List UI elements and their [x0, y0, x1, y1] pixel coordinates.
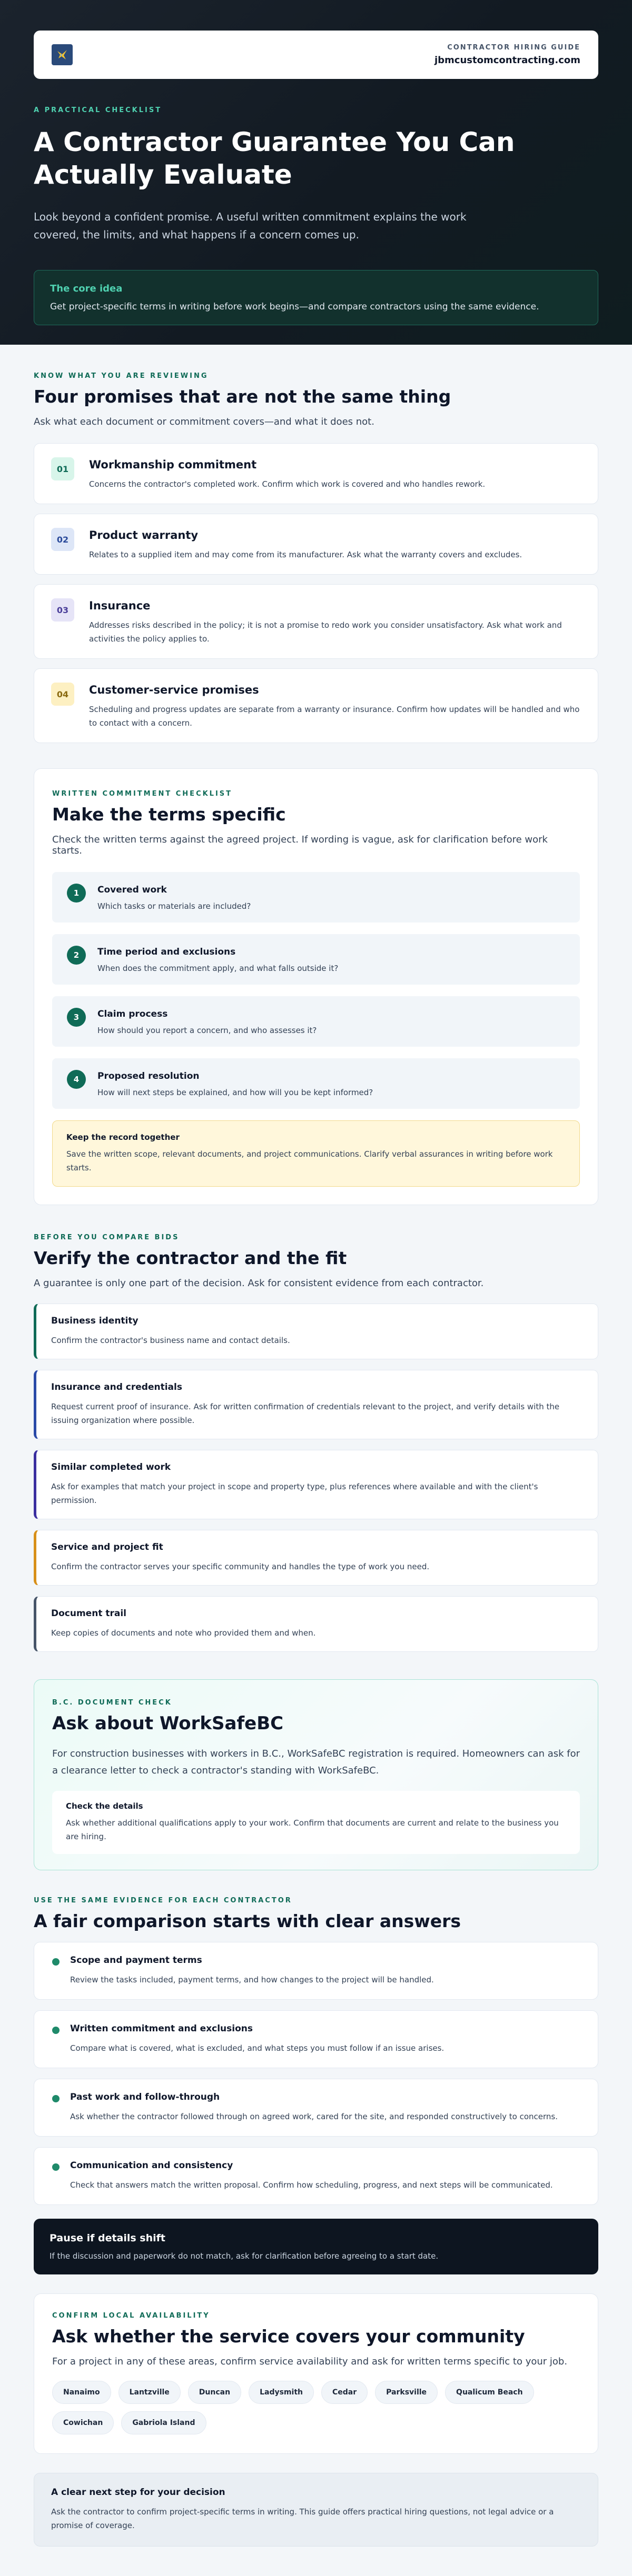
promise-title: Product warranty: [89, 529, 199, 542]
community-pill[interactable]: Ladysmith: [249, 2381, 314, 2404]
bullet-dot-icon: [52, 1958, 60, 1966]
step-title: Covered work: [97, 885, 167, 895]
community-title: Ask whether the service covers your community: [52, 2326, 525, 2347]
step-number: 3: [67, 1008, 86, 1027]
promise-card: [34, 584, 598, 659]
promise-text: Scheduling and progress updates are separate from a warranty or insurance. Confirm how updates will be handled and who to contact with a concern.: [89, 705, 580, 728]
bullet-dot-icon: [52, 2163, 60, 2171]
final-title: A clear next step for your decision: [51, 2487, 225, 2498]
verify-title: Document trail: [51, 1608, 126, 1619]
verify-card: [34, 1304, 598, 1359]
compare-title: Scope and payment terms: [70, 1955, 202, 1966]
pause-title: Pause if details shift: [50, 2232, 166, 2244]
promises-subtitle: Ask what each document or commitment covers—and what it does not.: [34, 416, 374, 427]
compare-text: Ask whether the contractor followed through on agreed work, cared for the site, and responded constructively to concerns.: [70, 2112, 558, 2121]
checklist-step: [52, 1058, 580, 1109]
compare-text: Review the tasks included, payment terms, and how changes to the project will be handled.: [70, 1975, 434, 1984]
worksafebc-title: Ask about WorkSafeBC: [52, 1713, 284, 1734]
promise-text: Relates to a supplied item and may come from its manufacturer. Ask what the warranty covers and excludes.: [89, 550, 522, 559]
bullet-dot-icon: [52, 2027, 60, 2034]
community-subtitle: For a project in any of these areas, confirm service availability and ask for written terms specific to your job.: [52, 2356, 568, 2367]
community-card: [34, 2293, 598, 2454]
compare-title: Written commitment and exclusions: [70, 2023, 253, 2034]
verify-text: Request current proof of insurance. Ask for written confirmation of credentials relevant to the project, and verify details with the issuing organization where possible.: [51, 1402, 560, 1425]
promises-section: [0, 345, 632, 743]
core-idea-box: [34, 270, 598, 325]
promise-number: 04: [51, 683, 74, 706]
checklist-step: [52, 996, 580, 1047]
step-number: 2: [67, 946, 86, 965]
promise-number: 01: [51, 457, 74, 480]
details-title: Check the details: [66, 1801, 143, 1811]
pause-callout: [34, 2219, 598, 2274]
promise-number: 02: [51, 528, 74, 551]
verify-title: Business identity: [51, 1316, 139, 1326]
worksafebc-details: [52, 1791, 580, 1854]
step-title: Proposed resolution: [97, 1071, 200, 1081]
verify-text: Confirm the contractor's business name and contact details.: [51, 1336, 290, 1345]
details-text: Ask whether additional qualifications apply to your work. Confirm that documents are current and relate to the business you are hiring.: [66, 1818, 559, 1841]
promise-number: 03: [51, 598, 74, 622]
hero-eyebrow: A PRACTICAL CHECKLIST: [34, 106, 162, 114]
bullet-dot-icon: [52, 2095, 60, 2102]
checklist-title: Make the terms specific: [52, 804, 286, 825]
record-text: Save the written scope, relevant documents, and project communications. Clarify verbal assurances in writing before work starts.: [66, 1149, 553, 1172]
verify-card: [34, 1596, 598, 1652]
hero-lead: Look beyond a confident promise. A useful written commitment explains the work covered, the limits, and what happens if a concern comes up.: [34, 211, 467, 241]
verify-eyebrow: BEFORE YOU COMPARE BIDS: [34, 1234, 180, 1241]
community-eyebrow: CONFIRM LOCAL AVAILABILITY: [52, 2312, 210, 2320]
community-pill[interactable]: Cedar: [321, 2381, 368, 2404]
compare-item: [34, 2010, 598, 2068]
promise-title: Workmanship commitment: [89, 458, 257, 471]
community-pill[interactable]: Nanaimo: [52, 2381, 111, 2404]
compare-item: [34, 1942, 598, 2000]
final-note: [34, 2473, 598, 2547]
guide-label: CONTRACTOR HIRING GUIDE: [447, 44, 580, 52]
verify-title: Verify the contractor and the fit: [34, 1248, 347, 1268]
promises-title: Four promises that are not the same thing: [34, 386, 451, 407]
verify-text: Ask for examples that match your project in scope and property type, plus references where available and with the client's permission.: [51, 1482, 538, 1505]
verify-card: [34, 1450, 598, 1519]
site-header: [34, 31, 598, 79]
compare-item: [34, 2079, 598, 2137]
bird-logo-icon[interactable]: [52, 44, 73, 65]
step-number: 4: [67, 1070, 86, 1089]
site-domain[interactable]: jbmcustomcontracting.com: [434, 55, 580, 66]
community-pill[interactable]: Gabriola Island: [121, 2411, 206, 2434]
compare-section: [0, 1870, 632, 2274]
compare-title: Communication and consistency: [70, 2160, 233, 2171]
verify-section: [0, 1205, 632, 1652]
compare-eyebrow: USE THE SAME EVIDENCE FOR EACH CONTRACTOR: [34, 1897, 292, 1905]
verify-title: Service and project fit: [51, 1542, 163, 1552]
compare-item: [34, 2147, 598, 2205]
step-text: How will next steps be explained, and how will you be kept informed?: [97, 1088, 373, 1097]
final-text: Ask the contractor to confirm project-specific terms in writing. This guide offers practical hiring questions, not legal advice or a promise of coverage.: [51, 2507, 554, 2530]
worksafebc-card: [34, 1679, 598, 1870]
pause-text: If the discussion and paperwork do not match, ask for clarification before agreeing to a start date.: [50, 2251, 439, 2261]
verify-card: [34, 1530, 598, 1586]
promise-title: Customer-service promises: [89, 684, 259, 696]
page-title: A Contractor Guarantee You Can Actually Evaluate: [34, 127, 515, 190]
worksafebc-lead: For construction businesses with workers in B.C., WorkSafeBC registration is required. Homeowners can ask for a clearance letter to check a contractor's standing with WorkSafeBC.: [52, 1748, 580, 1776]
compare-title: A fair comparison starts with clear answers: [34, 1911, 461, 1931]
core-idea-text: Get project-specific terms in writing before work begins—and compare contractors using the same evidence.: [50, 302, 539, 312]
step-text: When does the commitment apply, and what falls outside it?: [97, 964, 339, 973]
community-pill[interactable]: Cowichan: [52, 2411, 114, 2434]
core-idea-title: The core idea: [50, 283, 123, 294]
worksafebc-eyebrow: B.C. DOCUMENT CHECK: [52, 1699, 172, 1707]
checklist-subtitle: Check the written terms against the agreed project. If wording is vague, ask for clarification before work starts.: [52, 834, 548, 856]
step-title: Claim process: [97, 1009, 168, 1019]
promise-card: [34, 443, 598, 504]
step-text: Which tasks or materials are included?: [97, 901, 251, 911]
promise-card: [34, 668, 598, 743]
verify-text: Keep copies of documents and note who provided them and when.: [51, 1628, 316, 1638]
verify-card: [34, 1370, 598, 1439]
step-text: How should you report a concern, and who assesses it?: [97, 1026, 317, 1035]
verify-title: Insurance and credentials: [51, 1382, 182, 1392]
record-note: [52, 1120, 580, 1187]
checklist-card: [34, 768, 598, 1205]
hero-section: [0, 0, 632, 345]
community-pill[interactable]: Qualicum Beach: [445, 2381, 534, 2404]
record-title: Keep the record together: [66, 1132, 180, 1142]
community-pill[interactable]: Lantzville: [118, 2381, 181, 2404]
promise-card: [34, 514, 598, 575]
checklist-step: [52, 872, 580, 923]
community-pill[interactable]: Parksville: [375, 2381, 438, 2404]
promise-title: Insurance: [89, 599, 151, 612]
promise-text: Concerns the contractor's completed work. Confirm which work is covered and who handles rework.: [89, 479, 486, 489]
promise-text: Addresses risks described in the policy; it is not a promise to redo work you consider unsatisfactory. Ask what work and activities the policy applies to.: [89, 620, 562, 644]
verify-subtitle: A guarantee is only one part of the decision. Ask for consistent evidence from each contractor.: [34, 1278, 484, 1289]
checklist-eyebrow: WRITTEN COMMITMENT CHECKLIST: [52, 790, 233, 798]
compare-text: Compare what is covered, what is excluded, and what steps you must follow if an issue arises.: [70, 2043, 445, 2053]
step-number: 1: [67, 884, 86, 903]
compare-text: Check that answers match the written proposal. Confirm how scheduling, progress, and next steps will be communicated.: [70, 2180, 553, 2190]
compare-title: Past work and follow-through: [70, 2092, 220, 2102]
verify-title: Similar completed work: [51, 1462, 171, 1472]
step-title: Time period and exclusions: [97, 947, 236, 957]
verify-text: Confirm the contractor serves your specific community and handles the type of work you need.: [51, 1562, 430, 1571]
checklist-step: [52, 934, 580, 985]
promises-eyebrow: KNOW WHAT YOU ARE REVIEWING: [34, 372, 209, 380]
community-pill[interactable]: Duncan: [188, 2381, 241, 2404]
